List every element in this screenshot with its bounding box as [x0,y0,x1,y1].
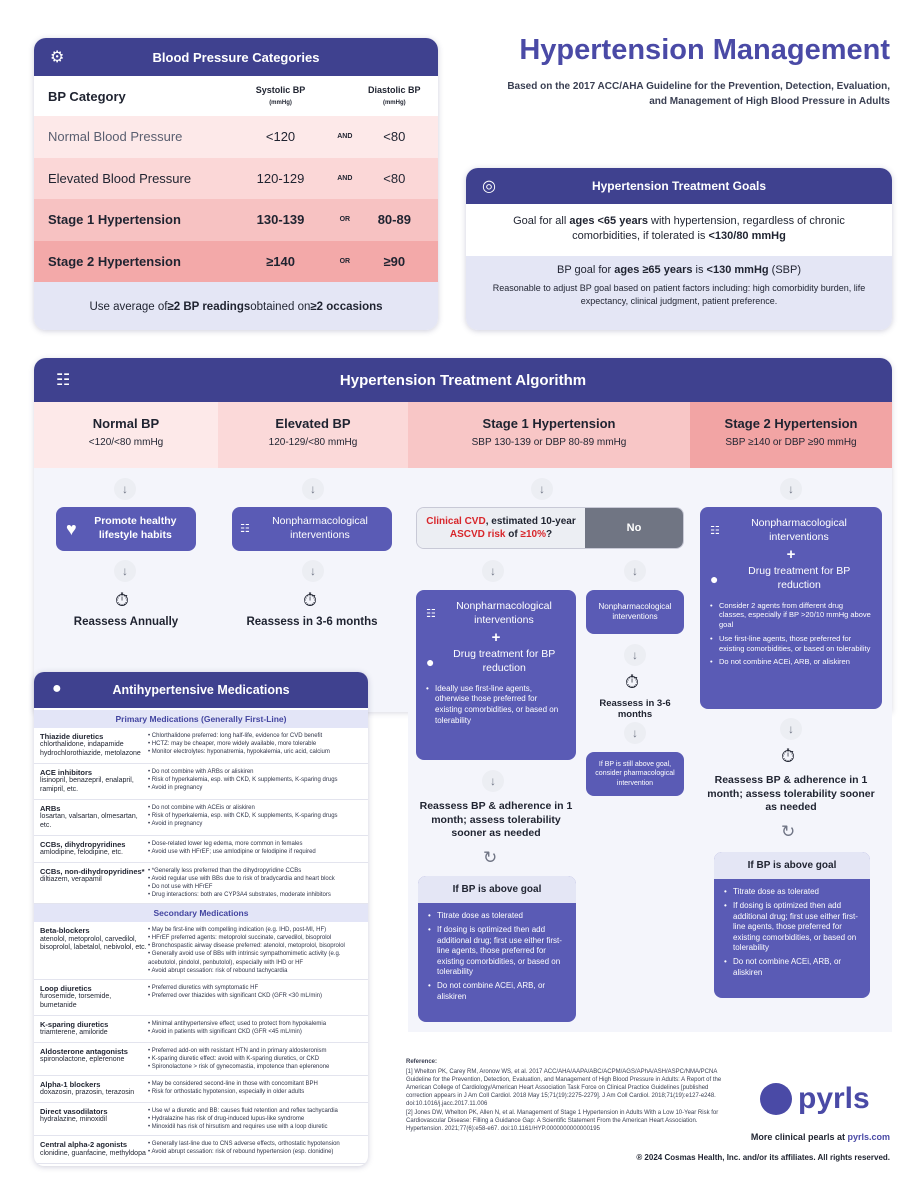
reference-2: [2] Jones DW, Whelton PK, Allen N, et al. Management of Stage 1 Hypertension in Adults With a Low 10-Year Risk for Cardiovascular Disease: Filling a Guidance Gap: A Scientific Statement From the American Heart Association. Hypertension. 2021;77(6):e58-e67. doi:10.1161/HYP.0000000000000195 [406,1109,719,1132]
cycle-icon: ↻ [483,848,498,867]
page-title: Hypertension Management [519,34,890,66]
medication-note: • Risk of hyperkalemia, esp. with CKD, K supplements, K-sparing drugs [148,776,362,784]
reassess-3-6-months: Reassess in 3-6 months [246,616,378,628]
medication-drugs: atenolol, metoprolol, carvedilol, bisoprolol, labetalol, nebivolol, etc. [40,935,147,952]
pills-icon: ● [52,680,62,697]
bp-category-row [34,199,438,241]
no-branch: No [585,508,683,548]
pill-icon: ● [426,653,435,670]
bp-category-row [34,158,438,200]
medication-note: • Hydralazine has risk of drug-induced lupus-like syndrome [148,1115,362,1123]
medications-card [34,672,368,1166]
pyrls-logo: pyrls [760,1082,870,1116]
bp-categories-header [34,38,438,76]
arrow-down-icon: ↓ [780,478,802,500]
medication-class: Direct vasodilators [40,1107,108,1117]
arrow-down-icon: ↓ [624,644,646,666]
target-icon: ◎ [482,178,496,195]
diastolic-value: ≥90 [383,253,406,269]
medication-note: • Do not combine with ACEis or aliskiren [148,804,362,812]
lifestyle-icon: ☷ [710,525,720,538]
bp-cuff-icon: ⚙ [50,49,65,66]
medication-drugs: diltiazem, verapamil [40,876,102,884]
goal-under-65: Goal for all ages <65 years with hypertension, regardless of chronic comorbidities, if tolerated is <130/80 mmHg [513,215,845,243]
medication-row [34,728,368,764]
bullet-item: • If dosing is optimized then add additional drug; first use either first-line agents, those preferred for existing comorbidities, or based on tolerability [428,925,566,977]
bp-rows [34,116,438,282]
medication-class: CCBs, non-dihydropyridines* [40,866,145,876]
medication-row [34,922,368,980]
medication-row [34,863,368,904]
medication-drugs: triamterene, amiloride [40,1028,108,1036]
algo-col-stage2: Stage 2 Hypertension SBP ≥140 or DBP ≥90 mmHg [690,402,892,468]
heart-icon: ♥ [66,518,77,539]
col-bp-category: BP Category [48,88,126,104]
medications-header [34,672,368,708]
primary-meds-list [34,728,368,904]
medication-row [34,764,368,800]
goal-adjust-note: Reasonable to adjust BP goal based on patient factors including: high comorbidity burden, life expectancy, clinical judgment, patient preference. [492,283,866,306]
medication-row [34,800,368,836]
col-diastolic: Diastolic BP (mmHg) [368,85,421,106]
diastolic-value: <80 [383,170,406,186]
medication-note: • Preferred add-on with resistant HTN and in primary aldosteronism [148,1047,362,1055]
medication-note: • Spironolactone > risk of gynecomastia, impotence than eplerenone [148,1063,362,1071]
arrow-down-icon: ↓ [302,560,324,582]
s2-reassess-1-month: Reassess BP & adherence in 1 month; assess tolerability sooner as needed [707,774,875,814]
algorithm-header [34,358,892,402]
reference-1: [1] Whelton PK, Carey RM, Aronow WS, et al. 2017 ACC/AHA/AAPA/ABC/ACPM/AGS/APhA/ASH/ASPC/NMA/PCNA Guideline for the Prevention, Detection, Evaluation, and Management of High Blood Pressure in Adults: A Report of the American College of Cardiology/American Heart Association Task Force on Clinical Practice Guidelines [published correction appears in J Am Coll Cardiol. 2018 May 15;71(19):2275-2279]. J Am Coll Cardiol. 2018;71(19):e127-e248. doi:10.1016/j.jacc.2017.11.006 [406,1069,722,1108]
bullet-item: • Titrate dose as tolerated [724,887,860,897]
bullet-item: • Consider 2 agents from different drug classes, especially if BP >20/10 mmHg above goal [710,601,872,630]
medication-note: • Avoid in pregnancy [148,820,362,828]
operator: OR [339,216,351,224]
algo-col-elevated: Elevated BP 120-129/<80 mmHg [218,402,408,468]
medication-note: • Drug interactions: both are CYP3A4 substrates, moderate inhibitors [148,891,362,899]
bp-category-name: Elevated Blood Pressure [48,170,192,186]
medication-row [34,1043,368,1076]
algorithm-title: Hypertension Treatment Algorithm [339,371,587,389]
medication-note: • Avoid use with HFrEF; use amlodipine or felodipine if required [148,848,362,856]
lifestyle-icon: ☷ [426,608,436,621]
medication-note: • Preferred over thiazides with significant CKD (GFR <30 mL/min) [148,992,362,1000]
bp-category-name: Stage 2 Hypertension [48,253,181,269]
medication-drugs: spironolactone, eplerenone [40,1056,125,1064]
medication-class: Beta-blockers [40,926,90,936]
timer-icon: ⏱ [115,590,130,610]
medication-note: • Avoid regular use with BBs due to risk of bradycardia and heart block [148,875,362,883]
bp-category-row [34,241,438,283]
bp-category-name: Stage 1 Hypertension [48,212,181,228]
medication-drugs: clonidine, guanfacine, methyldopa [40,1149,146,1157]
reference-block: Reference: [1] Whelton PK, Carey RM, Aronow WS, et al. 2017 ACC/AHA/AAPA/ABC/ACPM/AGS/APhA/ASH/ASPC/NMA/PCNA Guideline for the Prevention, Detection, Evaluation, and Management of High Blood Pressure in Adults: A Report of the American College of Cardiology/American Heart Association Task Force on Clinical Practice Guidelines [published correction appears in J Am Coll Cardiol. 2018 May 15;71(19):2275-2279]. J Am Coll Cardiol. 2018;71(19):e127-e248. doi:10.1016/j.jacc.2017.11.006 [2] Jones DW, Whelton PK, Allen N, et al. Management of Stage 1 Hypertension in Adults With a Low 10-Year Risk for Cardiovascular Disease: Filling a Guidance Gap: A Scientific Statement From the American Heart Association. Hypertension. 2021;77(6):e58-e67. doi:10.1161/HYP.0000000000000195 [406,1058,726,1133]
medication-note: • Use w/ a diuretic and BB: causes fluid retention and reflex tachycardia [148,1107,362,1115]
goals-card [466,168,892,330]
medication-note: • May be considered second-line in those with concomitant BPH [148,1080,362,1088]
timer-icon: ⏱ [303,590,318,610]
arrow-down-icon: ↓ [624,560,646,582]
medication-class: K-sparing diuretics [40,1019,109,1029]
medication-drugs: lisinopril, benazepril, enalapril, ramipril, etc. [40,777,134,793]
goal-over-65: BP goal for ages ≥65 years is <130 mmHg (SBP) Reasonable to adjust BP goal based on patient factors including: high comorbidity burden, life expectancy, clinical judgment, patient preference. [466,256,892,330]
cvd-question-box: Clinical CVD, estimated 10-year ASCVD risk of ≥10%? No [416,507,684,549]
timer-icon: ⏱ [781,746,796,766]
diastolic-value: <80 [383,129,406,145]
bullet-item: • If dosing is optimized then add additional drug; first use either first-line agents, those preferred for existing comorbidities, or based on tolerability [724,901,860,953]
arrow-down-icon: ↓ [302,478,324,500]
medication-row [34,836,368,863]
medication-drugs: amlodipine, felodipine, etc. [40,849,123,856]
systolic-value: 120-129 [256,170,305,186]
medication-note: • Avoid in patients with significant CKD (GFR <45 mL/min) [148,1028,362,1036]
s1-reassess-1-month: Reassess BP & adherence in 1 month; assess tolerability sooner as needed [419,800,573,840]
systolic-value: 130-139 [256,212,305,228]
arrow-down-icon: ↓ [780,718,802,740]
elevated-nonpharm-box: ☷ Nonpharmacological interventions [232,507,392,551]
promote-box: ♥ Promote healthy lifestyle habits [56,507,196,551]
goals-header [466,168,892,204]
medication-class: ARBs [40,803,61,813]
logo-icon [760,1083,792,1115]
operator: AND [337,174,353,182]
goals-title: Hypertension Treatment Goals [591,179,767,193]
medication-drugs: losartan, valsartan, olmesartan, etc. [40,813,138,829]
medication-row [34,1076,368,1103]
medication-class: ACE inhibitors [40,767,93,777]
medication-class: Aldosterone antagonists [40,1046,128,1056]
medication-note: • *Generally less preferred than the dihydropyridine CCBs [148,867,362,875]
bp-categories-card [34,38,438,330]
medication-class: Loop diuretics [40,983,92,993]
medication-drugs: furosemide, torsemide, bumetanide [40,993,112,1009]
arrow-down-icon: ↓ [482,770,504,792]
reassess-annually: Reassess Annually [73,616,179,628]
medication-note: • Minoxidil has risk of hirsutism and requires use with a loop diuretic [148,1123,362,1131]
medication-class: Alpha-1 blockers [40,1079,101,1089]
bullet-item: • Do not combine ACEi, ARB, or aliskiren [724,957,860,978]
medication-note: • Avoid abrupt cessation: risk of rebound tachycardia [148,967,362,975]
bullet-item: • Do not combine ACEi, ARB, or aliskiren [428,981,566,1002]
systolic-value: ≥140 [266,253,295,269]
medications-title: Antihypertensive Medications [112,683,290,697]
medication-class: Thiazide diuretics [40,732,104,741]
bullet-item: • Do not combine ACEi, ARB, or aliskiren [710,657,872,667]
s2-treatment-box: ☷ Nonpharmacological interventions + ● Drug treatment for BP reduction • Consider 2 agents from different drug classes, especially if BP >20/10 mmHg above goal • Use first-line agents, those preferred for existing comorbidities, or based on tolerability • Do not combine ACEi, ARB, or aliskiren [700,507,882,709]
medication-note: • May be first-line with compelling indication (e.g. IHD, post-MI, HF) [148,926,362,934]
above-goal-title: If BP is above goal [418,876,576,903]
arrow-down-icon: ↓ [482,560,504,582]
s1-bullet: • Ideally use first-line agents, otherwise those preferred for existing comorbidities, or based on tolerability [426,684,566,727]
algo-col-normal: Normal BP <120/<80 mmHg [34,402,218,468]
systolic-value: <120 [265,129,296,145]
medication-note: • Generally avoid use of BBs with intrinsic sympathomimetic activity (e.g. acebutolol, pindolol, penbutolol), especially with IHD or HF [148,950,362,966]
s1-no-reassess: Reassess in 3-6 months [599,698,671,720]
pill-icon: ● [710,570,719,587]
s2-above-goal-box [714,852,870,998]
medication-class: CCBs, dihydropyridines [40,839,126,849]
bp-footer: Use average of ≥2 BP readings obtained on ≥2 occasions [34,282,438,330]
arrow-down-icon: ↓ [531,478,553,500]
copyright: ® 2024 Cosmas Health, Inc. and/or its affiliates. All rights reserved. [636,1153,890,1162]
primary-meds-label: Primary Medications (Generally First-Line) [34,710,368,728]
page-subtitle: Based on the 2017 ACC/AHA Guideline for the Prevention, Detection, Evaluation, and Management of High Blood Pressure in Adults [507,81,890,107]
diastolic-value: 80-89 [377,212,411,228]
s1-no-nonpharm-box: Nonpharmacological interventions [586,590,684,634]
bp-categories-title: Blood Pressure Categories [152,49,320,65]
medication-note: • Avoid in pregnancy [148,784,362,792]
arrow-down-icon: ↓ [114,560,136,582]
operator: AND [337,133,353,141]
secondary-meds-list [34,922,368,1163]
operator: OR [339,257,351,265]
above-goal-title: If BP is above goal [714,852,870,879]
s1-above-goal-box [418,876,576,1022]
arrow-down-icon: ↓ [114,478,136,500]
s1-still-above-box: If BP is still above goal, consider pharmacological intervention [586,752,684,796]
bp-category-row [34,116,438,158]
bullet-item: • Titrate dose as tolerated [428,911,566,921]
medication-note: • HFrEF preferred agents: metoprolol succinate, carvedilol, bisoprolol [148,934,362,942]
bullet-item: • Use first-line agents, those preferred for existing comorbidities, or based on tolerability [710,634,872,654]
medication-note: • Do not use with HFrEF [148,883,362,891]
medication-note: • Preferred diuretics with symptomatic HF [148,984,362,992]
medication-class: Central alpha-2 agonists [40,1140,128,1150]
algo-col-stage1: Stage 1 Hypertension SBP 130-139 or DBP 80-89 mmHg [408,402,690,468]
medication-note: • Chlorthalidone preferred: long half-life, evidence for CVD benefit [148,732,362,740]
medication-row [34,1016,368,1043]
lifestyle-icon: ☷ [240,522,250,535]
s1-treatment-box: ☷ Nonpharmacological interventions + ● Drug treatment for BP reduction • Ideally use first-line agents, otherwise those preferred for existing comorbidities, or based on tolerability [416,590,576,760]
medication-note: • Risk of hyperkalemia, esp. with CKD, K supplements, K-sparing drugs [148,812,362,820]
medication-note: • Do not combine with ARBs or aliskiren [148,768,362,776]
medication-note: • K-sparing diuretic effect: avoid with K-sparing diuretics, or CKD [148,1055,362,1063]
medication-drugs: hydralazine, minoxidil [40,1116,107,1124]
medication-drugs: doxazosin, prazosin, terazosin [40,1089,135,1097]
medication-row [34,1136,368,1163]
medication-note: • Avoid abrupt cessation: risk of rebound hypertension (esp. clonidine) [148,1148,362,1156]
bp-category-name: Normal Blood Pressure [48,129,183,145]
more-pearls[interactable]: More clinical pearls at pyrls.com [750,1132,890,1142]
flowchart-icon: ☷ [56,372,71,389]
secondary-meds-label: Secondary Medications [34,904,368,922]
bp-table-header [34,76,438,116]
timer-icon: ⏱ [625,672,640,692]
medication-drugs: chlorthalidone, indapamide hydrochlorothiazide, metolazone [40,741,141,758]
cycle-icon: ↻ [781,822,796,841]
medication-note: • Generally last-line due to CNS adverse effects, orthostatic hypotension [148,1140,362,1148]
medication-note: • Risk for orthostatic hypotension, especially in older adults [148,1088,362,1096]
medication-note: • Monitor electrolytes: hyponatremia, hypokalemia, uric acid, calcium [148,748,362,756]
medication-row [34,1103,368,1136]
medication-note: • Minimal antihypertensive effect; used to protect from hypokalemia [148,1020,362,1028]
medication-note: • Dose-related lower leg edema, more common in females [148,840,362,848]
medication-note: • HCTZ: may be cheaper, more widely available, more tolerable [148,740,362,748]
medication-row [34,980,368,1016]
medication-note: • Bronchospastic airway disease preferred: atenolol, metoprolol, bisoprolol [148,942,362,950]
arrow-down-icon: ↓ [624,722,646,744]
col-systolic: Systolic BP (mmHg) [255,85,306,106]
